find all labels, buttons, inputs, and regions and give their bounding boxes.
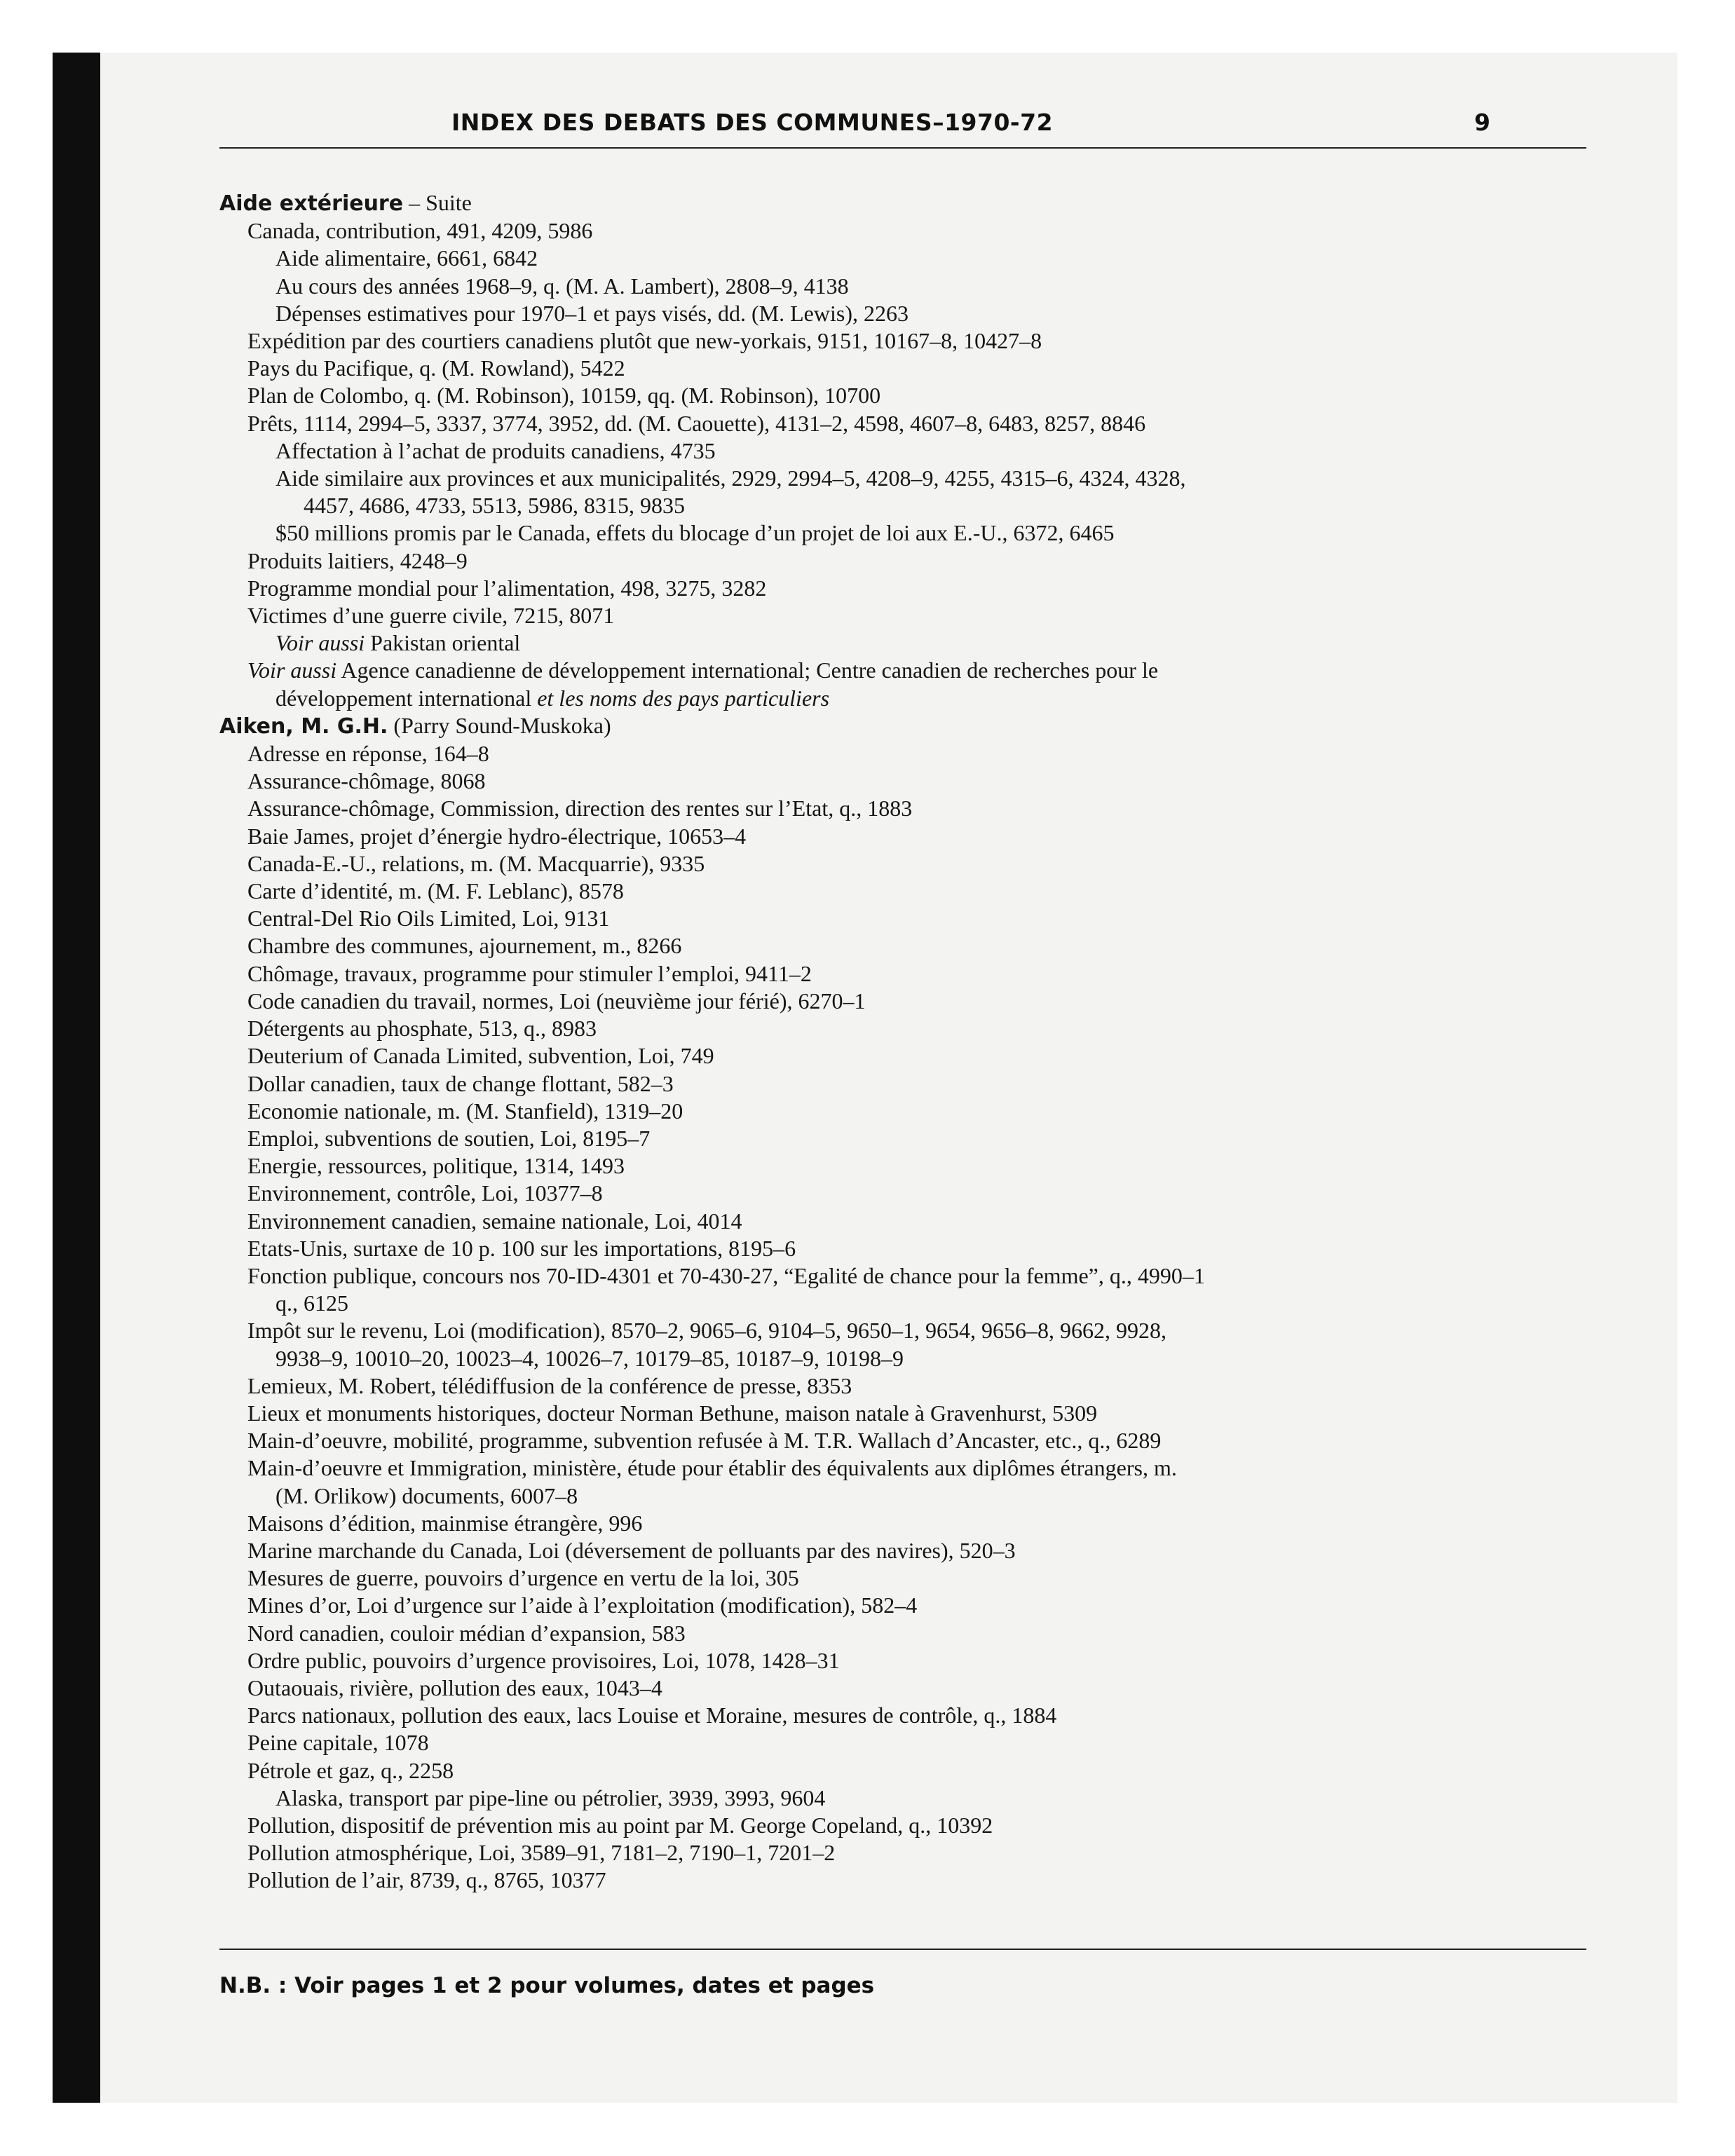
entry-text: Assurance-chômage, Commission, direction des rentes sur l’Etat, q., 1883: [247, 796, 913, 821]
index-entries: [219, 189, 1572, 1895]
entry-text: Pollution de l’air, 8739, q., 8765, 10377: [247, 1867, 606, 1893]
entry-text: Agence canadienne de développement international; Centre canadien de recherches pour le: [336, 657, 1159, 683]
index-entry: [219, 217, 1572, 245]
index-entry: [219, 1345, 1572, 1372]
index-entry: [219, 410, 1572, 437]
entry-text: Main-d’oeuvre, mobilité, programme, subvention refusée à M. T.R. Wallach d’Ancaster, etc., q., 6289: [247, 1428, 1162, 1454]
entry-text: Alaska, transport par pipe-line ou pétrolier, 3939, 3993, 9604: [275, 1785, 826, 1810]
index-entry: [219, 1592, 1572, 1619]
entry-italic-text: et les noms des pays particuliers: [537, 685, 830, 711]
index-entry: [219, 1180, 1572, 1207]
index-entry: [219, 519, 1572, 547]
entry-text: Main-d’oeuvre et Immigration, ministère, étude pour établir des équivalents aux diplômes étrangers, m.: [247, 1455, 1177, 1481]
entry-text: Affectation à l’achat de produits canadiens, 4735: [275, 437, 716, 463]
entry-text: Canada, contribution, 491, 4209, 5986: [247, 218, 593, 244]
page-header-title: INDEX DES DEBATS DES COMMUNES–1970-72: [451, 109, 1054, 136]
entry-text: 9938–9, 10010–20, 10023–4, 10026–7, 10179–85, 10187–9, 10198–9: [275, 1345, 904, 1371]
index-entry: [219, 629, 1572, 657]
index-entry: [219, 685, 1572, 712]
entry-text: Impôt sur le revenu, Loi (modification), 8570–2, 9065–6, 9104–5, 9650–1, 9654, 9656–8, 9662, 9928,: [247, 1318, 1166, 1344]
entry-text: développement international: [275, 685, 538, 711]
index-entry: [219, 1812, 1572, 1839]
index-entry: [219, 905, 1572, 932]
entry-text: Etats-Unis, surtaxe de 10 p. 100 sur les importations, 8195–6: [247, 1235, 796, 1261]
entry-text: Marine marchande du Canada, Loi (déversement de polluants par des navires), 520–3: [247, 1537, 1016, 1563]
index-entry: [219, 1125, 1572, 1152]
entry-text: Aide similaire aux provinces et aux municipalités, 2929, 2994–5, 4208–9, 4255, 4315–6, 4324, 4328,: [275, 465, 1186, 491]
index-entry: [219, 602, 1572, 629]
entry-text: Code canadien du travail, normes, Loi (neuvième jour férié), 6270–1: [247, 988, 866, 1014]
index-entry: [219, 1647, 1572, 1674]
entry-text: Pollution atmosphérique, Loi, 3589–91, 7181–2, 7190–1, 7201–2: [247, 1840, 836, 1866]
page-sheet: [100, 53, 1678, 2103]
index-entry: [219, 1839, 1572, 1867]
entry-text: Pétrole et gaz, q., 2258: [247, 1757, 454, 1783]
entry-text: Victimes d’une guerre civile, 7215, 8071: [247, 603, 615, 629]
entry-heading-text: Aiken, M. G.H.: [219, 714, 388, 739]
page-number: 9: [1474, 109, 1490, 136]
entry-heading-text: Aide extérieure: [219, 191, 404, 216]
index-entry: [219, 1564, 1572, 1592]
index-entry: [219, 575, 1572, 602]
index-entry: [219, 1262, 1572, 1290]
index-entry: [219, 1290, 1572, 1317]
index-entry: [219, 1510, 1572, 1537]
entry-text: Plan de Colombo, q. (M. Robinson), 10159, qq. (M. Robinson), 10700: [247, 383, 881, 409]
entry-text: Détergents au phosphate, 513, q., 8983: [247, 1016, 597, 1042]
entry-text: Central-Del Rio Oils Limited, Loi, 9131: [247, 906, 610, 932]
entry-text: Economie nationale, m. (M. Stanfield), 1319–20: [247, 1098, 683, 1124]
index-entry: [219, 740, 1572, 767]
index-entry: [219, 382, 1572, 409]
entry-text: Parcs nationaux, pollution des eaux, lacs Louise et Moraine, mesures de contrôle, q., 1884: [247, 1703, 1057, 1728]
index-entry: [219, 767, 1572, 795]
index-entry: [219, 1317, 1572, 1344]
entry-italic-text: Voir aussi: [275, 630, 365, 656]
index-entry: [219, 795, 1572, 822]
entry-text: Lieux et monuments historiques, docteur Norman Bethune, maison natale à Gravenhurst, 5309: [247, 1400, 1098, 1426]
index-entry: [219, 960, 1572, 988]
entry-text: Canada-E.-U., relations, m. (M. Macquarrie), 9335: [247, 850, 705, 876]
index-entry: [219, 1702, 1572, 1729]
entry-text: Mesures de guerre, pouvoirs d’urgence en vertu de la loi, 305: [247, 1565, 799, 1591]
index-entry: [219, 1400, 1572, 1427]
entry-text: 4457, 4686, 4733, 5513, 5986, 8315, 9835: [304, 493, 685, 519]
index-heading: [219, 712, 1572, 740]
entry-text: Produits laitiers, 4248–9: [247, 547, 468, 573]
entry-text: Dollar canadien, taux de change flottant, 582–3: [247, 1070, 674, 1096]
index-entry: [219, 1152, 1572, 1180]
entry-text: Au cours des années 1968–9, q. (M. A. Lambert), 2808–9, 4138: [275, 273, 849, 299]
index-entry: [219, 465, 1572, 492]
index-entry: [219, 1482, 1572, 1510]
entry-text: Mines d’or, Loi d’urgence sur l’aide à l’exploitation (modification), 582–4: [247, 1592, 918, 1618]
footer-rule: [219, 1949, 1586, 1950]
entry-text: Dépenses estimatives pour 1970–1 et pays visés, dd. (M. Lewis), 2263: [275, 300, 909, 326]
entry-text: Prêts, 1114, 2994–5, 3337, 3774, 3952, dd. (M. Caouette), 4131–2, 4598, 4607–8, 6483, 8257, 8846: [247, 410, 1146, 436]
entry-italic-text: Voir aussi: [247, 657, 337, 683]
index-entry: [219, 932, 1572, 960]
index-entry: [219, 988, 1572, 1015]
entry-text: – Suite: [403, 190, 472, 215]
index-entry: [219, 1015, 1572, 1042]
entry-text: Fonction publique, concours nos 70-ID-4301 et 70-430-27, “Egalité de chance pour la femme”, q., 4990–1: [247, 1262, 1205, 1288]
entry-text: Peine capitale, 1078: [247, 1730, 429, 1756]
index-entry: [219, 1070, 1572, 1098]
index-entry: [219, 300, 1572, 327]
entry-text: Environnement, contrôle, Loi, 10377–8: [247, 1180, 603, 1206]
entry-text: Expédition par des courtiers canadiens plutôt que new-yorkais, 9151, 10167–8, 10427–8: [247, 328, 1042, 354]
entry-text: Programme mondial pour l’alimentation, 498, 3275, 3282: [247, 575, 767, 601]
entry-text: Chambre des communes, ajournement, m., 8266: [247, 933, 682, 959]
entry-text: Outaouais, rivière, pollution des eaux, 1043–4: [247, 1674, 662, 1700]
index-entry: [219, 823, 1572, 850]
index-entry: [219, 1674, 1572, 1702]
index-entry: [219, 1757, 1572, 1785]
entry-text: Deuterium of Canada Limited, subvention, Loi, 749: [247, 1043, 714, 1069]
index-entry: [219, 1867, 1572, 1894]
index-entry: [219, 1098, 1572, 1125]
entry-text: Lemieux, M. Robert, télédiffusion de la conférence de presse, 8353: [247, 1372, 852, 1398]
entry-text: Aide alimentaire, 6661, 6842: [275, 245, 538, 271]
index-entry: [219, 437, 1572, 465]
index-entry: [219, 1372, 1572, 1400]
entry-text: Energie, ressources, politique, 1314, 1493: [247, 1153, 625, 1179]
index-entry: [219, 245, 1572, 272]
index-entry: [219, 492, 1572, 519]
entry-text: Maisons d’édition, mainmise étrangère, 996: [247, 1510, 643, 1536]
entry-text: Emploi, subventions de soutien, Loi, 8195–7: [247, 1125, 651, 1151]
entry-text: $50 millions promis par le Canada, effets du blocage d’un projet de loi aux E.-U., 6372, 6465: [275, 520, 1115, 546]
index-entry: [219, 547, 1572, 575]
entry-text: Nord canadien, couloir médian d’expansion, 583: [247, 1620, 686, 1646]
index-entry: [219, 850, 1572, 878]
index-entry: [219, 1235, 1572, 1262]
scan-binding-edge: [53, 53, 100, 2103]
entry-text: Pollution, dispositif de prévention mis au point par M. George Copeland, q., 10392: [247, 1812, 993, 1838]
entry-text: Environnement canadien, semaine nationale, Loi, 4014: [247, 1208, 742, 1234]
entry-text: Pakistan oriental: [365, 630, 521, 656]
entry-text: Adresse en réponse, 164–8: [247, 741, 489, 767]
footnote: N.B. : Voir pages 1 et 2 pour volumes, dates et pages: [219, 1973, 875, 1998]
entry-text: Pays du Pacifique, q. (M. Rowland), 5422: [247, 355, 625, 381]
entry-text: (M. Orlikow) documents, 6007–8: [275, 1482, 578, 1508]
index-entry: [219, 657, 1572, 684]
index-entry: [219, 1042, 1572, 1070]
index-entry: [219, 1729, 1572, 1756]
index-heading: [219, 189, 1572, 217]
entry-text: Ordre public, pouvoirs d’urgence provisoires, Loi, 1078, 1428–31: [247, 1647, 840, 1673]
index-entry: [219, 327, 1572, 355]
index-entry: [219, 1427, 1572, 1454]
header-rule: [219, 147, 1586, 149]
index-entry: [219, 1620, 1572, 1647]
entry-text: (Parry Sound-Muskoka): [388, 712, 611, 738]
index-entry: [219, 878, 1572, 905]
index-entry: [219, 1537, 1572, 1564]
entry-text: Carte d’identité, m. (M. F. Leblanc), 8578: [247, 878, 624, 904]
index-entry: [219, 1454, 1572, 1482]
index-entry: [219, 355, 1572, 382]
entry-text: Chômage, travaux, programme pour stimuler l’emploi, 9411–2: [247, 960, 812, 986]
index-entry: [219, 273, 1572, 300]
entry-text: Assurance-chômage, 8068: [247, 768, 486, 794]
index-entry: [219, 1208, 1572, 1235]
entry-text: q., 6125: [275, 1290, 348, 1316]
index-entry: [219, 1785, 1572, 1812]
entry-text: Baie James, projet d’énergie hydro-électrique, 10653–4: [247, 823, 747, 849]
